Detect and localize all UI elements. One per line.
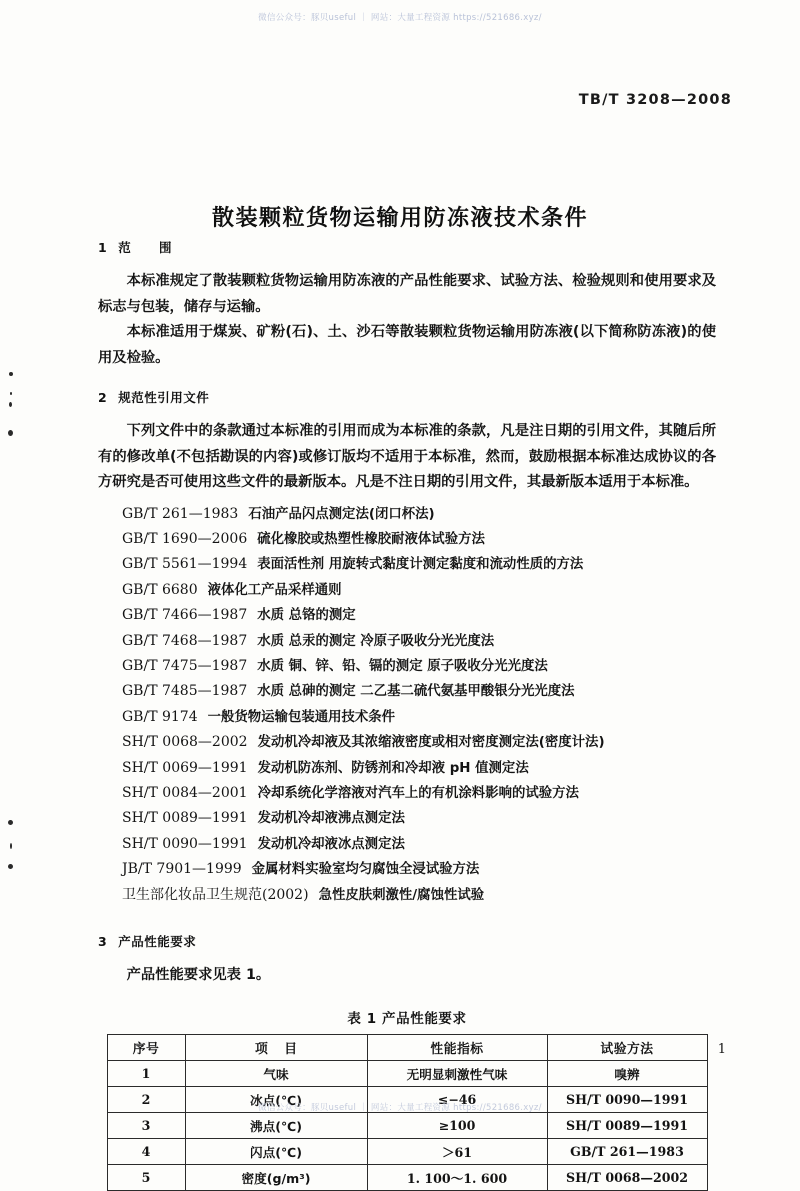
standard-number: TB/T 3208—2008 [578,92,732,108]
cell-index: 1. 100～1. 600 [367,1164,547,1190]
reference-code: SH/T 0089—1991 [122,810,248,827]
reference-code: SH/T 0090—1991 [122,835,248,852]
reference-title: 冷却系统化学溶液对汽车上的有机涂料影响的试验方法 [257,785,579,801]
list-item [122,832,716,857]
column-header-method: 试验方法 [547,1034,707,1060]
list-item [122,857,716,882]
cell-method: GB/T 261—1983 [547,1138,707,1164]
clause-title-1: 范 围 [118,240,184,255]
cell-index: ＞61 [367,1138,547,1164]
reference-title: 水质 铜、锌、铅、镉的测定 原子吸收分光光度法 [257,658,548,674]
clause-number-1: 1 [98,240,108,255]
reference-title: 水质 总铬的测定 [257,608,356,624]
spacer [98,908,716,932]
reference-title: 水质 总砷的测定 二乙基二硫代氨基甲酸银分光光度法 [257,684,575,700]
reference-code: GB/T 7475—1987 [122,657,248,674]
cell-method: SH/T 0089—1991 [547,1112,707,1138]
reference-title: 水质 总汞的测定 冷原子吸收分光光度法 [257,633,495,649]
clause-heading-3 [98,932,716,950]
scan-artifact [8,864,13,869]
scan-artifact [9,402,12,407]
list-item [122,756,716,781]
cell-method: SH/T 0090—1991 [547,1086,707,1112]
reference-code: GB/T 5561—1994 [122,556,248,573]
reference-code: GB/T 6680 [122,581,198,598]
reference-code: SH/T 0069—1991 [122,759,248,776]
table-header-row [107,1034,707,1060]
list-item [122,679,716,704]
table-row [107,1112,707,1138]
cell-index: ≤−46 [367,1086,547,1112]
reference-code: GB/T 7485—1987 [122,683,248,700]
reference-title: 急性皮肤刺激性/腐蚀性试验 [318,887,485,903]
reference-code: 卫生部化妆品卫生规范(2002) [122,886,309,903]
list-item [122,629,716,654]
clause-title-3: 产品性能要求 [118,934,197,949]
list-item [122,578,716,603]
cell-no: 4 [107,1138,185,1164]
reference-title: 液体化工产品采样通则 [207,582,342,598]
page-title: 散装颗粒货物运输用防冻液技术条件 [211,205,588,231]
cell-no: 5 [107,1164,185,1190]
list-item [122,654,716,679]
cell-item: 气味 [185,1060,367,1086]
scan-artifact [8,430,13,436]
normative-reference-list [98,502,716,909]
reference-title: 金属材料实验室均匀腐蚀全浸试验方法 [251,862,480,878]
list-item [122,603,716,628]
column-header-index: 性能指标 [367,1034,547,1060]
scan-artifact [10,392,12,395]
clause-heading-2 [98,388,716,406]
cell-item: 密度(g/m³) [185,1164,367,1190]
scan-artifact [10,843,12,849]
table-row [107,1164,707,1190]
reference-title: 石油产品闪点测定法(闭口杯法) [248,506,435,522]
reference-code: JB/T 7901—1999 [122,861,242,878]
list-item [122,781,716,806]
list-item [122,730,716,755]
clause-1-paragraph-1: 本标准规定了散装颗粒货物运输用防冻液的产品性能要求、试验方法、检验规则和使用要求及标志与包装，储存与运输。 [98,273,716,315]
scan-artifact [8,820,13,825]
clause-number-3: 3 [98,934,108,949]
column-header-item: 项 目 [185,1034,367,1060]
clause-1-paragraph-2: 本标准适用于煤炭、矿粉(石)、土、沙石等散装颗粒货物运输用防冻液(以下简称防冻液)的使用及检验。 [98,324,716,366]
clause-title-2: 规范性引用文件 [118,390,210,405]
list-item [122,502,716,527]
reference-title: 硫化橡胶或热塑性橡胶耐液体试验方法 [257,531,485,547]
cell-index: ≥100 [367,1112,547,1138]
cell-no: 2 [107,1086,185,1112]
clause-number-2: 2 [98,390,108,405]
list-item [122,705,716,730]
reference-title: 发动机冷却液及其浓缩液密度或相对密度测定法(密度计法) [257,735,605,751]
list-item [122,883,716,908]
reference-code: GB/T 9174 [122,708,198,725]
page-number: 1 [717,1042,726,1057]
cell-item: 闪点(℃) [185,1138,367,1164]
watermark-bottom: 微信公众号：豚贝useful ｜ 网站：大量工程资源 https://521686.xyz/ [258,1103,542,1113]
reference-code: GB/T 7466—1987 [122,607,248,624]
column-header-no: 序号 [107,1034,185,1060]
document-content [98,238,716,1191]
cell-method: 嗅辨 [547,1060,707,1086]
list-item [122,527,716,552]
cell-no: 1 [107,1060,185,1086]
cell-item: 沸点(℃) [185,1112,367,1138]
reference-title: 发动机冷却液沸点测定法 [257,811,405,827]
reference-title: 发动机冷却液冰点测定法 [257,836,405,852]
reference-code: GB/T 261—1983 [122,505,239,522]
cell-method: SH/T 0068—2002 [547,1164,707,1190]
reference-code: SH/T 0068—2002 [122,734,248,751]
table-row [107,1138,707,1164]
reference-code: GB/T 1690—2006 [122,530,248,547]
spacer [98,371,716,388]
list-item [122,552,716,577]
clause-2-paragraph-1: 下列文件中的条款通过本标准的引用而成为本标准的条款，凡是注日期的引用文件，其随后所有的修改单(不包括勘误的内容)或修订版均不适用于本标准，然而，鼓励根据本标准达成协议的各方研究是否可使用这些文件的最新版本。凡是不注日期的引用文件，其最新版本适用于本标准。 [98,423,716,490]
reference-title: 发动机防冻剂、防锈剂和冷却液 pH 值测定法 [257,760,529,776]
cell-no: 3 [107,1112,185,1138]
reference-title: 一般货物运输包装通用技术条件 [207,709,396,725]
cell-index: 无明显刺激性气味 [367,1060,547,1086]
watermark-top: 微信公众号：豚贝useful ｜ 网站：大量工程资源 https://521686.xyz/ [258,13,542,23]
reference-code: GB/T 7468—1987 [122,632,248,649]
scan-artifact [9,372,13,376]
reference-code: SH/T 0084—2001 [122,784,248,801]
table-caption: 表 1 产品性能要求 [347,1010,467,1027]
clause-3-paragraph-1: 产品性能要求见表 1。 [126,967,271,983]
table-row [107,1060,707,1086]
list-item [122,806,716,831]
cell-item: 冰点(℃) [185,1086,367,1112]
reference-title: 表面活性剂 用旋转式黏度计测定黏度和流动性质的方法 [257,557,584,573]
clause-heading-1 [98,238,716,256]
